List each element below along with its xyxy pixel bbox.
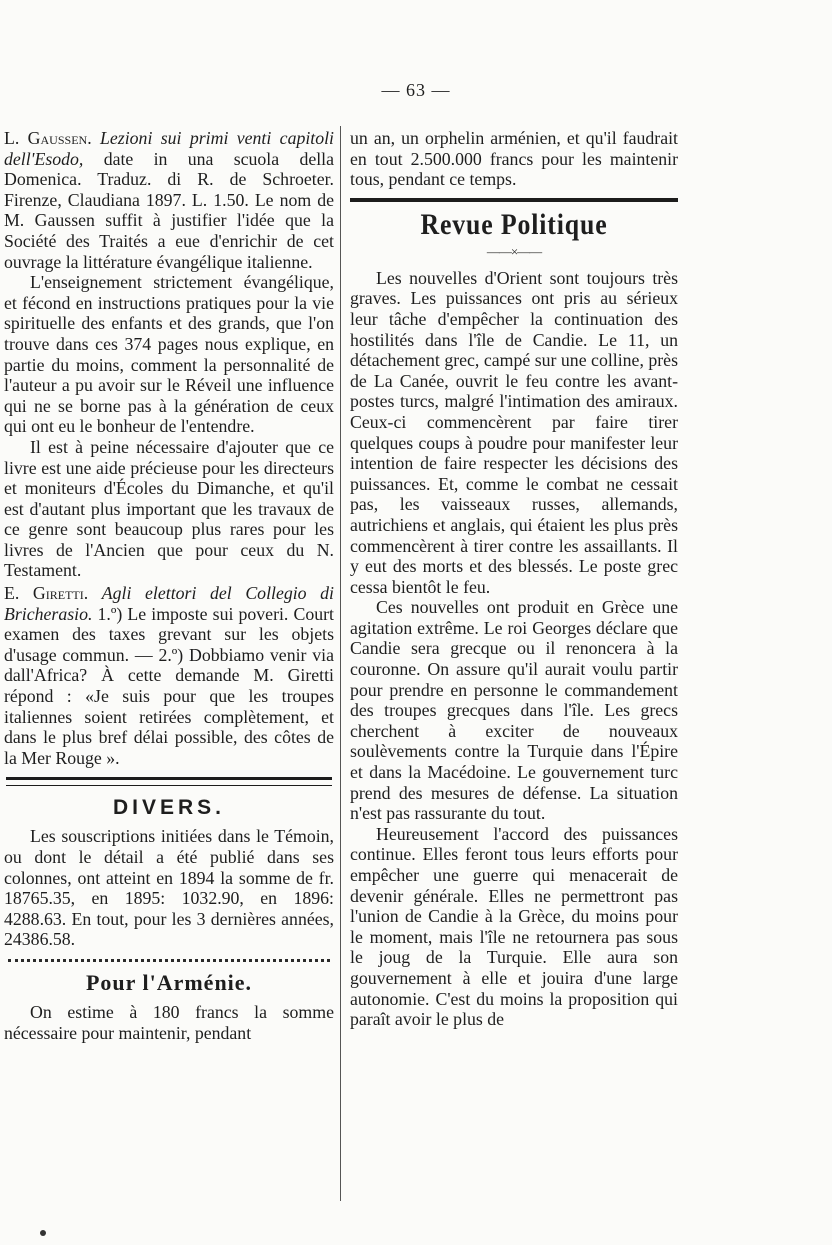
right-column xyxy=(350,128,678,1030)
armenie-heading: Pour l'Arménie. xyxy=(85,969,253,995)
body-paragraph: L'enseignement strictement évangélique, et fécond en instructions pratiques pour la vie spirituelle des enfants et des grands, que l'on trouve dans ces 374 pages nous explique, en partie du moins, comment la personnalité de l'auteur a pu avoir sur le Réveil une influence qui ne se borne pas à la génération de ceux qui ont eu le bonheur de l'entendre. xyxy=(4,272,334,437)
page-number: — 63 — xyxy=(381,80,451,100)
review-author: E. Giretti. xyxy=(4,583,89,604)
review-title: Agli elettori del Collegio di Bricherasio. xyxy=(4,583,334,624)
section-divider xyxy=(6,777,332,786)
revue-politique-heading: Revue Politique xyxy=(420,207,608,241)
section-divider xyxy=(350,198,678,202)
review-giretti xyxy=(4,583,334,768)
column-rule xyxy=(340,126,341,1201)
body-paragraph: Ces nouvelles ont produit en Grèce une agitation extrême. Le roi Georges déclare que Candie sera grecque ou il renoncera à la couronne. On assure qu'il aurait voulu partir pour prendre en personne le commandement des troupes grecques dans l'île. Les grecs cherchent à exciter de nouveaux soulèvements contre la Turquie dans l'Épire et dans la Macédoine. Le gouvernement turc prend des mesures de défense. La situation n'est pas rassurante du tout. xyxy=(350,597,678,824)
section-divider xyxy=(8,959,330,962)
armenie-continued: un an, un orphelin arménien, et qu'il faudrait en tout 2.500.000 francs pour les maintenir tous, pendant ce temps. xyxy=(350,128,678,190)
armenie-paragraph: On estime à 180 francs la somme nécessaire pour maintenir, pendant xyxy=(4,1001,334,1043)
divers-paragraph: Les souscriptions initiées dans le Témoin, ou dont le détail a été publié dans ses colonnes, ont atteint en 1894 la somme de fr. 18765.35, en 1895: 1032.90, en 1896: 4288.63. En tout, pour les 3 dernières années, 24386.58. xyxy=(4,826,334,950)
review-gaussen xyxy=(4,128,334,272)
review-text: 1.º) Le imposte sui poveri. Court examen des taxes grevant sur les objets d'usage commun. — 2.º) Dobbiamo venir via dall'Africa? À cette demande M. Giretti répond : «Je suis pour que les troupes italiennes soient retirées complètement, et dans le plus bref délai possible, des côtes de la Mer Rouge ». xyxy=(4,603,334,768)
left-column xyxy=(4,128,334,1043)
ink-speck xyxy=(40,1230,46,1236)
divers-heading: DIVERS. xyxy=(112,796,226,820)
body-paragraph: Heureusement l'accord des puissances continue. Elles feront tous leurs efforts pour empêcher une guerre qui menacerait de devenir générale. Elles ne permettront pas l'union de Candie à la Grèce, du moins pour le moment, mais l'île ne retournera pas sous le joug de la Turquie. Elle aura son gouvernement à elle et jouira d'une large autonomie. C'est du moins la proposition qui paraît avoir le plus de xyxy=(350,823,678,1030)
review-text: date in una scuola della Domenica. Traduz. di R. de Schroeter. Firenze, Claudiana 1897. L. 1.50. Le nom de M. Gaussen suffit à justifier l'idée que la Société des Traités a eue d'enrichir de cet ouvrage la littérature évangélique italienne. xyxy=(4,148,334,272)
ornament-divider: ——×—— xyxy=(486,243,542,259)
review-title: Lezioni sui primi venti capitoli dell'Esodo, xyxy=(4,128,334,169)
body-paragraph: Il est à peine nécessaire d'ajouter que ce livre est une aide précieuse pour les directeurs et moniteurs d'Écoles du Dimanche, et qu'il est d'autant plus important que les travaux de ce genre sont beaucoup plus rares pour les livres de l'Ancien que pour ceux du N. Testament. xyxy=(4,436,334,581)
review-author: L. Gaussen. xyxy=(4,128,92,148)
body-paragraph: Les nouvelles d'Orient sont toujours très graves. Les puissances ont pris au sérieux leur tâche d'empêcher la continuation des hostilités dans l'île de Candie. Le 11, un détachement grec, campé sur une colline, près de La Canée, ouvrit le feu contre les avant-postes turcs, malgré l'intimation des amiraux. Ceux-ci commencèrent par faire tirer quelques coups à poudre pour manifester leur intention de faire respecter les décisions des puissances. Et, comme le combat ne cessait pas, les vaisseaux russes, allemands, autrichiens et anglais, qui étaient les plus près commencèrent à tirer contre les assaillants. Il y eut des morts et des blessés. Le poste grec cessa bientôt le feu. xyxy=(350,267,678,597)
